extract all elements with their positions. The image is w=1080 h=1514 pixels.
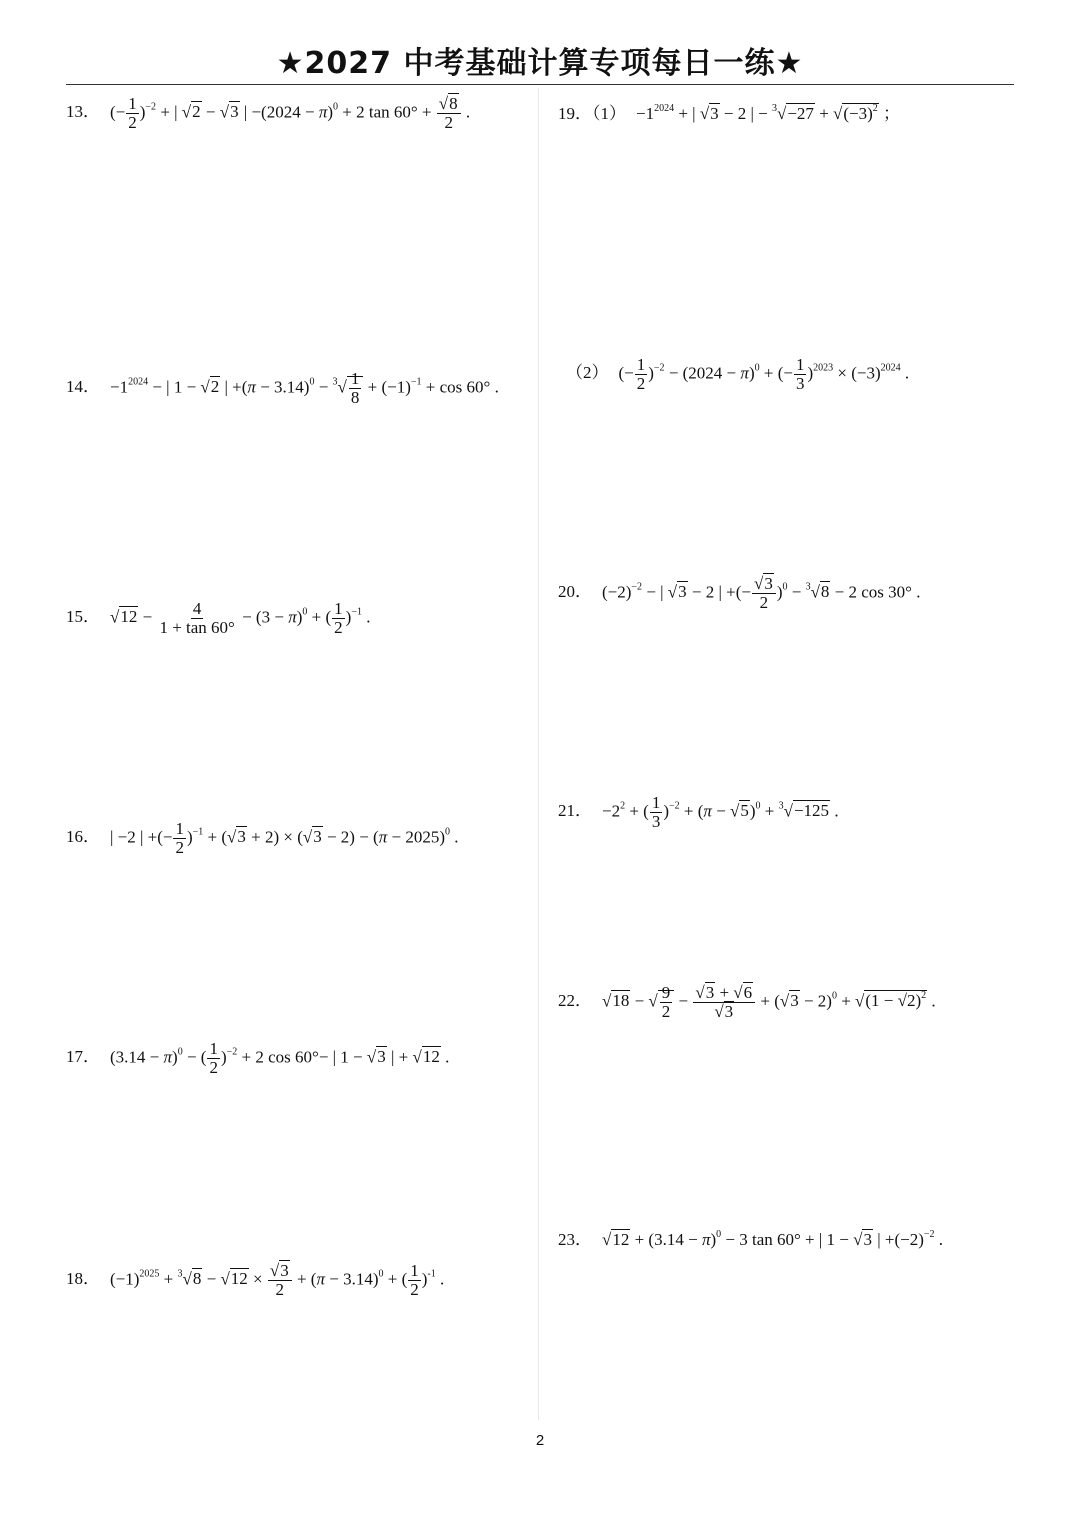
problem-number: 17． <box>66 1047 100 1067</box>
problem-19-part-2: （2） (− $\frac{1}{2}$ )$^{-2} - (2024 - \pi)^0$ + (− $\frac{1}{3}$ )$^{2023} \times (-3)^{2024}$ . <box>566 355 910 393</box>
problem-15: 15． √12 − $\frac{4}{1 + \tan 60^\circ}$ − $(3 - \pi)^0$ + ( $\frac{1}{2}$ )$^{-1}$ . <box>66 599 371 637</box>
problem-number: 21． <box>558 801 592 821</box>
problem-number: 18． <box>66 1269 100 1289</box>
problem-number: 22． <box>558 991 592 1011</box>
page-number: 2 <box>535 1432 545 1449</box>
problem-23: 23． $√12 + (3.14 - \pi)^0 - 3$ tan 60° + | 1 − √3 | $+(-2)^{-2}$ . <box>558 1229 943 1249</box>
problem-number: 16． <box>66 827 100 847</box>
problem-number: 14． <box>66 377 100 397</box>
problem-14: 14． $-1^{2024}$ − | 1 − √2 | $+(\pi - 3.14)^0 - ^3√$ $\frac{1}{8}$ + $(-1)^{-1} + \cos 60^\circ$ . <box>66 369 499 407</box>
page-title: ★2027 中考基础计算专项每日一练★ <box>276 46 804 81</box>
problem-18: 18． $(-1)^{2025} + ^3√8 - √12$ × $\frac{√3}{2}$ + $(\pi - 3.14)^0$ + ( $\frac{1}{2}$ )$^{-1}$ . <box>66 1261 445 1299</box>
problem-number: 19．（1） <box>558 104 626 123</box>
problem-number: 20． <box>558 582 592 602</box>
problem-21: 21． $-2^2$ + ( $\frac{1}{3}$ )$^{-2} + (\pi - √5)^0 + ^3√-125$ . <box>558 793 839 831</box>
problem-number: 13． <box>66 102 100 122</box>
column-divider <box>538 88 539 1420</box>
problem-number: 15． <box>66 607 100 627</box>
problem-17: 17． $(3.14 - \pi)^0$ − ( $\frac{1}{2}$ )$^{-2}$ + 2 cos 60°− | 1 − √3 | + √12 . <box>66 1039 450 1077</box>
problem-16: 16． | −2 | +(− $\frac{1}{2}$ )$^{-1} + (√3 + 2) \times (√3 - 2) - (\pi - 2025)^0$ . <box>66 819 459 857</box>
problem-13: 13． (− $\frac{1}{2}$ )$^{-2}$ + | √2 − √3 | $-(2024 - \pi)^0 + 2$ tan 60° + $\frac{√8}{2}$ . <box>66 94 471 132</box>
problem-number: （2） <box>566 363 609 383</box>
problem-20: 20． $(-2)^{-2}$ − | √3 − 2 | +(− $\frac{√3}{2}$ )$^0$ − $^3$√8 − 2 cos 30° . <box>558 574 921 612</box>
problem-22: 22． √18 − √ $\frac{9}{2}$ − $\frac{√3 + √6}{√3}$ + $(√3 - 2)^0 + √(1 - √2)^2$ . <box>558 983 936 1021</box>
problem-19-part-1: 19．$(1) -1^{2024}$ + | √3 − 2 | − $^3√-27 + √(-3)^2$ ； <box>558 103 901 123</box>
title-underline <box>66 84 1014 85</box>
problem-number: 23． <box>558 1230 592 1249</box>
